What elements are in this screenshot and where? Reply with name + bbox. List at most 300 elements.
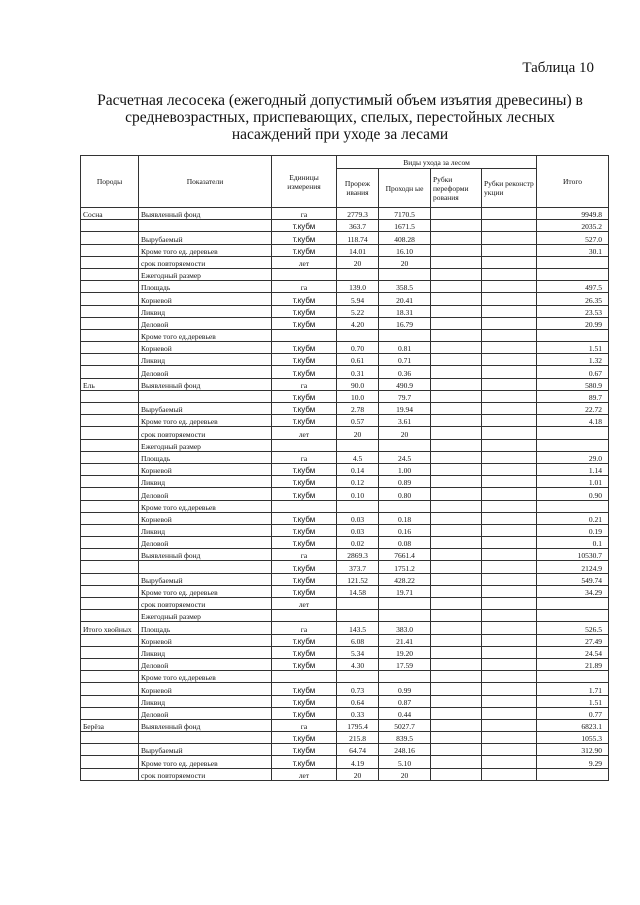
value-thinning: 5.22 (337, 305, 379, 317)
value-passage: 7661.4 (379, 549, 431, 561)
unit-cell (272, 671, 337, 683)
breed-cell (81, 256, 139, 268)
value-total: 0.77 (537, 707, 609, 719)
value-reconstruction (482, 524, 537, 536)
table-row (81, 463, 609, 475)
value-thinning: 4.19 (337, 756, 379, 768)
indicator-cell: Кроме того ед. деревьев (139, 244, 272, 256)
breed-cell (81, 281, 139, 293)
indicator-cell: срок повторяемости (139, 256, 272, 268)
breed-cell (81, 732, 139, 744)
unit-cell: т.кубм (272, 537, 337, 549)
indicator-cell: Деловой (139, 537, 272, 549)
indicator-cell: Ликвид (139, 524, 272, 536)
value-total (537, 329, 609, 341)
breed-cell (81, 220, 139, 232)
page-title: Расчетная лесосека (ежегодный допустимый объем изъятия древесины) в средневозрастных, приспевающих, спелых, перестойных лесных насаждений при уходе за лесами (97, 92, 583, 143)
breed-cell (81, 415, 139, 427)
indicator-cell: Корневой (139, 683, 272, 695)
value-passage: 21.41 (379, 634, 431, 646)
value-passage: 24.5 (379, 451, 431, 463)
unit-cell: т.кубм (272, 756, 337, 768)
value-thinning: 20 (337, 256, 379, 268)
value-reconstruction (482, 354, 537, 366)
value-reconstruction (482, 293, 537, 305)
unit-cell: т.кубм (272, 293, 337, 305)
value-reconstruction (482, 598, 537, 610)
unit-cell: т.кубм (272, 244, 337, 256)
value-reformation (431, 268, 482, 280)
value-total: 29.0 (537, 451, 609, 463)
unit-cell: т.кубм (272, 463, 337, 475)
value-reconstruction (482, 317, 537, 329)
table-row (81, 354, 609, 366)
indicator-cell: Кроме того ед.деревьев (139, 671, 272, 683)
table-row (81, 585, 609, 597)
value-passage: 358.5 (379, 281, 431, 293)
value-total: 526.5 (537, 622, 609, 634)
table-row (81, 537, 609, 549)
value-thinning (337, 439, 379, 451)
unit-cell (272, 329, 337, 341)
value-reconstruction (482, 415, 537, 427)
value-thinning: 2869.3 (337, 549, 379, 561)
value-total (537, 439, 609, 451)
value-reformation (431, 756, 482, 768)
value-reformation (431, 293, 482, 305)
value-thinning: 0.33 (337, 707, 379, 719)
value-reformation (431, 744, 482, 756)
breed-cell (81, 683, 139, 695)
value-total: 2124.9 (537, 561, 609, 573)
breed-cell (81, 768, 139, 780)
indicator-cell: Выявленный фонд (139, 719, 272, 731)
breed-cell: Ель (81, 378, 139, 390)
value-total (537, 256, 609, 268)
value-reconstruction (482, 390, 537, 402)
unit-cell: лет (272, 598, 337, 610)
value-thinning: 373.7 (337, 561, 379, 573)
table-row (81, 683, 609, 695)
value-thinning: 121.52 (337, 573, 379, 585)
table-row (81, 378, 609, 390)
value-passage: 0.80 (379, 488, 431, 500)
value-reformation (431, 537, 482, 549)
value-reconstruction (482, 573, 537, 585)
indicator-cell (139, 732, 272, 744)
value-total: 1.51 (537, 342, 609, 354)
value-passage (379, 329, 431, 341)
breed-cell (81, 598, 139, 610)
value-passage: 0.44 (379, 707, 431, 719)
value-passage: 20 (379, 256, 431, 268)
value-thinning: 0.73 (337, 683, 379, 695)
value-reconstruction (482, 512, 537, 524)
value-total: 9.29 (537, 756, 609, 768)
value-total: 312.90 (537, 744, 609, 756)
indicator-cell: Ликвид (139, 695, 272, 707)
header-care-types: Виды ухода за лесом (337, 156, 537, 169)
value-passage: 20 (379, 768, 431, 780)
value-thinning: 0.12 (337, 476, 379, 488)
indicator-cell: срок повторяемости (139, 768, 272, 780)
breed-cell (81, 756, 139, 768)
breed-cell (81, 646, 139, 658)
value-total: 549.74 (537, 573, 609, 585)
table-row (81, 646, 609, 658)
indicator-cell (139, 561, 272, 573)
value-thinning: 363.7 (337, 220, 379, 232)
value-passage: 1.00 (379, 463, 431, 475)
value-reformation (431, 573, 482, 585)
value-reconstruction (482, 305, 537, 317)
breed-cell (81, 634, 139, 646)
indicator-cell: Выявленный фонд (139, 549, 272, 561)
value-thinning: 215.8 (337, 732, 379, 744)
unit-cell: т.кубм (272, 220, 337, 232)
table-row (81, 439, 609, 451)
unit-cell: т.кубм (272, 366, 337, 378)
breed-cell: Итого хвойных (81, 622, 139, 634)
value-passage (379, 268, 431, 280)
breed-cell (81, 671, 139, 683)
unit-cell: т.кубм (272, 744, 337, 756)
table-row (81, 317, 609, 329)
indicator-cell: Ежегодный размер (139, 268, 272, 280)
breed-cell (81, 695, 139, 707)
unit-cell: т.кубм (272, 415, 337, 427)
value-total: 20.99 (537, 317, 609, 329)
breed-cell (81, 390, 139, 402)
value-reformation (431, 439, 482, 451)
value-total (537, 268, 609, 280)
indicator-cell: Кроме того ед.деревьев (139, 500, 272, 512)
indicator-cell: Деловой (139, 488, 272, 500)
value-total: 0.1 (537, 537, 609, 549)
value-total: 10530.7 (537, 549, 609, 561)
value-total: 27.49 (537, 634, 609, 646)
value-thinning: 0.31 (337, 366, 379, 378)
table-row (81, 549, 609, 561)
value-reformation (431, 610, 482, 622)
value-reformation (431, 342, 482, 354)
value-reconstruction (482, 463, 537, 475)
indicator-cell: срок повторяемости (139, 427, 272, 439)
value-reformation (431, 317, 482, 329)
unit-cell: га (272, 549, 337, 561)
value-reformation (431, 329, 482, 341)
value-reconstruction (482, 719, 537, 731)
value-thinning: 20 (337, 427, 379, 439)
value-total: 527.0 (537, 232, 609, 244)
value-thinning (337, 671, 379, 683)
breed-cell (81, 524, 139, 536)
indicator-cell (139, 390, 272, 402)
value-total: 0.21 (537, 512, 609, 524)
unit-cell: т.кубм (272, 403, 337, 415)
value-reformation (431, 244, 482, 256)
indicator-cell: Корневой (139, 634, 272, 646)
value-reconstruction (482, 622, 537, 634)
value-passage: 3.61 (379, 415, 431, 427)
value-thinning (337, 329, 379, 341)
value-total: 0.19 (537, 524, 609, 536)
value-reformation (431, 598, 482, 610)
table-row (81, 488, 609, 500)
unit-cell: т.кубм (272, 561, 337, 573)
value-reformation (431, 208, 482, 220)
breed-cell (81, 549, 139, 561)
value-total: 6823.1 (537, 719, 609, 731)
header-breed: Породы (81, 156, 139, 208)
unit-cell: т.кубм (272, 476, 337, 488)
indicator-cell: Площадь (139, 281, 272, 293)
value-reformation (431, 256, 482, 268)
value-passage: 17.59 (379, 658, 431, 670)
value-total: 1.01 (537, 476, 609, 488)
value-reformation (431, 415, 482, 427)
value-passage (379, 610, 431, 622)
breed-cell (81, 403, 139, 415)
value-thinning: 0.10 (337, 488, 379, 500)
value-reformation (431, 732, 482, 744)
table-row (81, 695, 609, 707)
value-thinning: 1795.4 (337, 719, 379, 731)
value-thinning (337, 500, 379, 512)
unit-cell: т.кубм (272, 732, 337, 744)
value-passage: 490.9 (379, 378, 431, 390)
value-reconstruction (482, 378, 537, 390)
breed-cell (81, 658, 139, 670)
unit-cell: лет (272, 256, 337, 268)
indicator-cell: Деловой (139, 658, 272, 670)
table-number: Таблица 10 (522, 60, 594, 76)
forest-table (80, 155, 609, 781)
value-reconstruction (482, 451, 537, 463)
breed-cell (81, 744, 139, 756)
unit-cell: т.кубм (272, 695, 337, 707)
value-reformation (431, 366, 482, 378)
unit-cell: лет (272, 427, 337, 439)
value-thinning: 10.0 (337, 390, 379, 402)
value-thinning: 143.5 (337, 622, 379, 634)
indicator-cell: Выявленный фонд (139, 208, 272, 220)
value-reformation (431, 354, 482, 366)
value-thinning: 118.74 (337, 232, 379, 244)
value-reformation (431, 561, 482, 573)
unit-cell: т.кубм (272, 317, 337, 329)
value-thinning: 0.03 (337, 512, 379, 524)
value-thinning: 4.30 (337, 658, 379, 670)
value-total: 1055.3 (537, 732, 609, 744)
value-passage: 5.10 (379, 756, 431, 768)
value-total (537, 427, 609, 439)
table-row (81, 768, 609, 780)
value-reformation (431, 500, 482, 512)
value-reconstruction (482, 256, 537, 268)
value-total: 497.5 (537, 281, 609, 293)
indicator-cell: Вырубаемый (139, 232, 272, 244)
unit-cell: т.кубм (272, 512, 337, 524)
value-total: 1.32 (537, 354, 609, 366)
indicator-cell: Кроме того ед. деревьев (139, 756, 272, 768)
table-row (81, 598, 609, 610)
table-row (81, 476, 609, 488)
value-passage (379, 500, 431, 512)
value-reformation (431, 463, 482, 475)
value-reconstruction (482, 585, 537, 597)
indicator-cell: Вырубаемый (139, 573, 272, 585)
value-reconstruction (482, 744, 537, 756)
value-reformation (431, 488, 482, 500)
value-reconstruction (482, 537, 537, 549)
value-thinning: 0.14 (337, 463, 379, 475)
value-thinning: 139.0 (337, 281, 379, 293)
value-thinning: 0.64 (337, 695, 379, 707)
unit-cell: га (272, 719, 337, 731)
value-passage: 19.94 (379, 403, 431, 415)
value-thinning: 20 (337, 768, 379, 780)
value-passage: 79.7 (379, 390, 431, 402)
value-reconstruction (482, 329, 537, 341)
value-reconstruction (482, 561, 537, 573)
table-row (81, 756, 609, 768)
indicator-cell: срок повторяемости (139, 598, 272, 610)
unit-cell: т.кубм (272, 634, 337, 646)
table-row (81, 427, 609, 439)
value-total (537, 500, 609, 512)
value-thinning: 2779.3 (337, 208, 379, 220)
indicator-cell: Площадь (139, 451, 272, 463)
table-row (81, 634, 609, 646)
header-total: Итого (537, 156, 609, 208)
breed-cell (81, 610, 139, 622)
value-reconstruction (482, 281, 537, 293)
table-row (81, 707, 609, 719)
value-reformation (431, 707, 482, 719)
indicator-cell: Корневой (139, 463, 272, 475)
indicator-cell: Корневой (139, 512, 272, 524)
value-passage: 0.89 (379, 476, 431, 488)
value-reformation (431, 378, 482, 390)
indicator-cell: Кроме того ед.деревьев (139, 329, 272, 341)
value-passage: 248.16 (379, 744, 431, 756)
table-row (81, 610, 609, 622)
indicator-cell: Выявленный фонд (139, 378, 272, 390)
value-total: 26.35 (537, 293, 609, 305)
breed-cell (81, 500, 139, 512)
header-unit: Единицы измерения (272, 156, 337, 208)
table-row (81, 244, 609, 256)
value-reconstruction (482, 342, 537, 354)
value-passage (379, 671, 431, 683)
unit-cell: т.кубм (272, 707, 337, 719)
unit-cell: т.кубм (272, 524, 337, 536)
value-passage: 0.18 (379, 512, 431, 524)
value-reconstruction (482, 366, 537, 378)
value-reformation (431, 232, 482, 244)
table-row (81, 390, 609, 402)
breed-cell (81, 354, 139, 366)
value-total: 30.1 (537, 244, 609, 256)
table-row (81, 342, 609, 354)
indicator-cell (139, 220, 272, 232)
value-total: 34.29 (537, 585, 609, 597)
unit-cell: лет (272, 768, 337, 780)
value-passage (379, 598, 431, 610)
value-reconstruction (482, 208, 537, 220)
breed-cell (81, 573, 139, 585)
breed-cell (81, 463, 139, 475)
indicator-cell: Кроме того ед. деревьев (139, 415, 272, 427)
value-thinning: 6.08 (337, 634, 379, 646)
unit-cell: т.кубм (272, 683, 337, 695)
value-reformation (431, 585, 482, 597)
value-passage: 19.20 (379, 646, 431, 658)
table-row (81, 500, 609, 512)
value-total: 1.51 (537, 695, 609, 707)
table-row (81, 366, 609, 378)
table-row (81, 671, 609, 683)
indicator-cell: Ликвид (139, 354, 272, 366)
value-passage: 428.22 (379, 573, 431, 585)
indicator-cell: Деловой (139, 707, 272, 719)
value-total (537, 598, 609, 610)
value-total: 9949.8 (537, 208, 609, 220)
breed-cell (81, 305, 139, 317)
table-row (81, 561, 609, 573)
table-row (81, 281, 609, 293)
header-col3: Рубки переформи рования (431, 169, 482, 208)
indicator-cell: Площадь (139, 622, 272, 634)
value-reconstruction (482, 549, 537, 561)
value-passage: 0.99 (379, 683, 431, 695)
breed-cell (81, 366, 139, 378)
value-reformation (431, 671, 482, 683)
value-reformation (431, 512, 482, 524)
breed-cell (81, 488, 139, 500)
value-reconstruction (482, 707, 537, 719)
value-thinning: 2.78 (337, 403, 379, 415)
value-total: 23.53 (537, 305, 609, 317)
value-total: 1.71 (537, 683, 609, 695)
value-reconstruction (482, 244, 537, 256)
value-total: 24.54 (537, 646, 609, 658)
table-row (81, 268, 609, 280)
value-thinning: 64.74 (337, 744, 379, 756)
unit-cell: т.кубм (272, 658, 337, 670)
breed-cell (81, 512, 139, 524)
table-row (81, 573, 609, 585)
value-total: 580.9 (537, 378, 609, 390)
indicator-cell: Ликвид (139, 305, 272, 317)
value-passage: 0.08 (379, 537, 431, 549)
value-thinning: 5.34 (337, 646, 379, 658)
value-thinning (337, 610, 379, 622)
value-total: 89.7 (537, 390, 609, 402)
header-col2: Проходн ые (379, 169, 431, 208)
unit-cell (272, 268, 337, 280)
unit-cell: т.кубм (272, 354, 337, 366)
value-passage: 839.5 (379, 732, 431, 744)
value-total: 2035.2 (537, 220, 609, 232)
value-thinning: 5.94 (337, 293, 379, 305)
value-thinning: 0.70 (337, 342, 379, 354)
value-reformation (431, 622, 482, 634)
header-col1: Прореж ивания (337, 169, 379, 208)
unit-cell: га (272, 208, 337, 220)
value-thinning: 0.03 (337, 524, 379, 536)
